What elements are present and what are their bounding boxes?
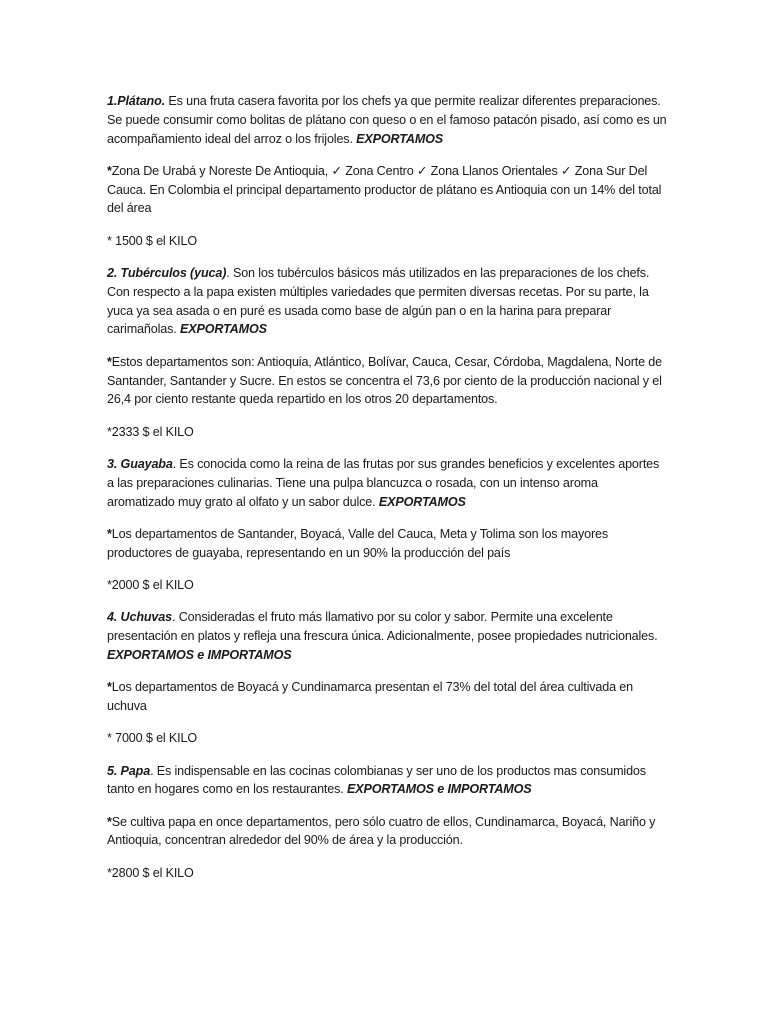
regions-text: Se cultiva papa en once departamentos, pero sólo cuatro de ellos, Cundinamarca, Boyacá, Nariño y Antioquia, concentran alrededor del 90% de área y la producción.	[107, 814, 656, 848]
item-description	[107, 608, 668, 664]
trade-label: EXPORTAMOS	[356, 131, 444, 146]
regions-star: *	[107, 814, 112, 829]
regions-star: *	[107, 680, 112, 695]
item-title: 3. Guayaba	[107, 456, 173, 471]
item-price: * 1500 $ el KILO	[107, 233, 198, 248]
trade-label: EXPORTAMOS	[378, 494, 466, 509]
regions-star: *	[107, 354, 112, 369]
trade-label: EXPORTAMOS	[179, 322, 267, 337]
regions-text: Los departamentos de Santander, Boyacá, Valle del Cauca, Meta y Tolima son los mayores productores de guayaba, representando en un 90% la producción del país	[107, 526, 609, 560]
trade-label: EXPORTAMOS e IMPORTAMOS	[346, 782, 532, 797]
item-price: *2800 $ el KILO	[107, 865, 194, 880]
item-price: * 7000 $ el KILO	[107, 731, 198, 746]
regions-text: Estos departamentos son: Antioquia, Atlántico, Bolívar, Cauca, Cesar, Córdoba, Magdalena, Norte de Santander, Santander y Sucre. En estos se concentra el 73,6 por ciento de la producción nacional y el 26,4 por ciento restante queda repartido en los otros 20 departamentos.	[107, 354, 663, 407]
item-title: 5. Papa	[107, 763, 151, 778]
item-regions	[107, 353, 668, 409]
item-price: *2333 $ el KILO	[107, 424, 194, 439]
item-title: 4. Uchuvas	[107, 610, 172, 625]
item-text: . Consideradas el fruto más llamativo por su color y sabor. Permite una excelente presentación en platos y refleja una frescura única. Adicionalmente, posee propiedades nutricionales.	[107, 610, 658, 644]
regions-star: *	[107, 163, 112, 178]
item-text: . Es indispensable en las cocinas colombianas y ser uno de los productos mas consumidos tanto en hogares como en los restaurantes.	[107, 763, 646, 797]
item-description	[107, 455, 668, 511]
item-description	[107, 264, 668, 339]
item-description	[107, 92, 668, 148]
item-text: Es una fruta casera favorita por los chefs ya que permite realizar diferentes preparaciones. Se puede consumir como bolitas de plátano con queso o en el famoso patacón pisado, así como es un acompañamiento ideal del arroz o los frijoles.	[107, 94, 667, 146]
item-regions	[107, 525, 668, 563]
item-price: *2000 $ el KILO	[107, 577, 194, 592]
item-title: 1.Plátano.	[107, 94, 165, 108]
item-regions	[107, 162, 668, 218]
item-text: . Es conocida como la reina de las frutas por sus grandes beneficios y excelentes aportes a las preparaciones culinarias. Tiene una pulpa blancuzca o rosada, con un intenso aroma aromatizado muy grato al olfato y un sabor dulce.	[107, 456, 660, 509]
item-title: 2. Tubérculos (yuca)	[107, 266, 227, 281]
item-regions	[107, 678, 668, 716]
item-description	[107, 762, 668, 800]
item-text: . Son los tubérculos básicos más utilizados en las preparaciones de los chefs. Con respecto a la papa existen múltiples variedades que permiten diversas recetas. Por su parte, la yuca ya sea asada o en puré es usada como base de algún pan o en la harina para preparar carimañolas.	[107, 266, 650, 337]
regions-star: *	[107, 526, 112, 541]
trade-label: EXPORTAMOS e IMPORTAMOS	[107, 647, 292, 662]
regions-text: Los departamentos de Boyacá y Cundinamarca presentan el 73% del total del área cultivada en uchuva	[107, 680, 633, 713]
item-regions	[107, 813, 668, 851]
regions-text: Zona De Urabá y Noreste De Antioquia, ✓ Zona Centro ✓ Zona Llanos Orientales ✓ Zona Sur Del Cauca. En Colombia el principal departamento productor de plátano es Antioquia con un 14% del total del área	[107, 163, 662, 216]
